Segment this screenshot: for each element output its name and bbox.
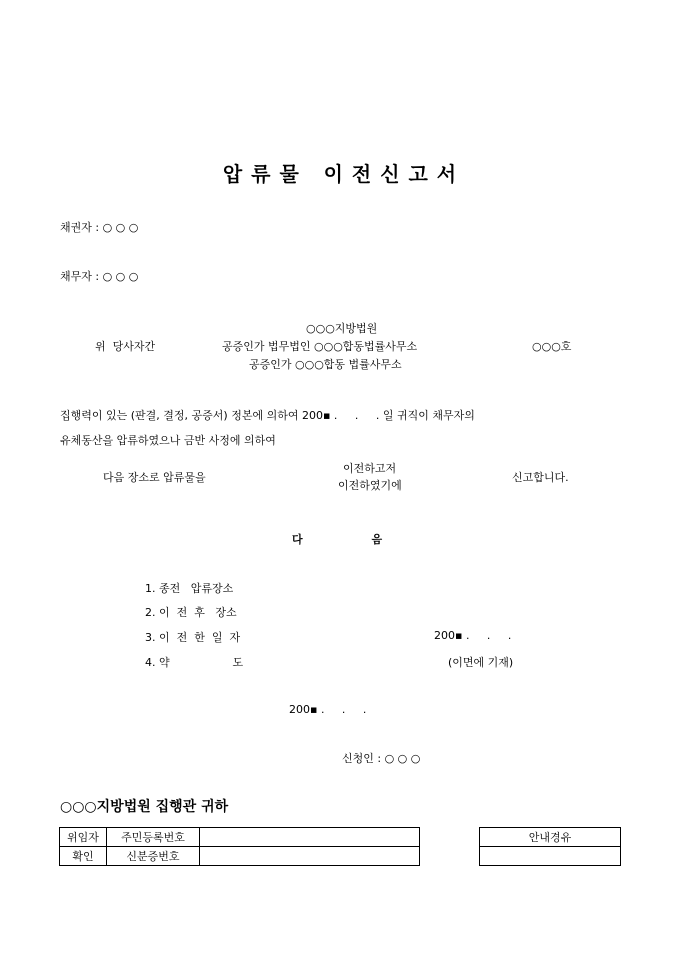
document-title: 압 류 물 이 전 신 고 서 — [222, 162, 458, 186]
delegator-header: 위임자 — [60, 828, 107, 847]
item-label: 2. 이 전 후 장소 — [145, 606, 237, 619]
move-prefix: 다음 장소로 압류물을 — [103, 471, 206, 484]
notary-line-1: 공증인가 법무법인 ○○○합동법률사무소 — [222, 340, 418, 353]
body-line-1: 집행력이 있는 (판결, 결정, 공증서) 정본에 의하여 200▪ . . . 일 귀직이 채무자의 — [60, 409, 475, 422]
guide-header: 안내경유 — [480, 828, 621, 847]
resident-number-value — [200, 828, 420, 847]
body-line-2: 유체동산을 압류하였으나 금반 사정에 의하여 — [60, 434, 276, 447]
guide-table — [479, 827, 621, 866]
next-heading: 다 음 — [292, 533, 383, 546]
creditor-line: 채권자 : ○ ○ ○ — [60, 221, 139, 234]
addressee: ○○○지방법원 집행관 귀하 — [60, 799, 229, 815]
move-option-2: 이전하였기에 — [338, 479, 402, 492]
case-number: ○○○호 — [532, 340, 572, 353]
delegator-id-table — [59, 827, 420, 866]
id-number-value — [200, 847, 420, 866]
date-line: 200▪ . . . — [289, 703, 367, 716]
resident-number-label: 주민등록번호 — [107, 828, 200, 847]
item-label: 3. 이 전 한 일 자 — [145, 631, 241, 644]
item-label: 1. 종전 압류장소 — [145, 582, 234, 595]
parties-label: 위 당사자간 — [95, 340, 156, 353]
guide-value — [480, 847, 621, 866]
id-number-label: 신분증번호 — [107, 847, 200, 866]
item-value: (이면에 기재) — [448, 656, 514, 669]
applicant-line: 신청인 : ○ ○ ○ — [342, 752, 421, 765]
move-suffix: 신고합니다. — [512, 471, 569, 484]
item-value: 200▪ . . . — [434, 629, 512, 642]
court-line: ○○○지방법원 — [306, 322, 378, 335]
item-label: 4. 약 도 — [145, 656, 244, 669]
notary-line-2: 공증인가 ○○○합동 법률사무소 — [249, 358, 402, 371]
move-option-1: 이전하고저 — [343, 462, 397, 475]
confirm-header: 확인 — [60, 847, 107, 866]
debtor-line: 채무자 : ○ ○ ○ — [60, 270, 139, 283]
